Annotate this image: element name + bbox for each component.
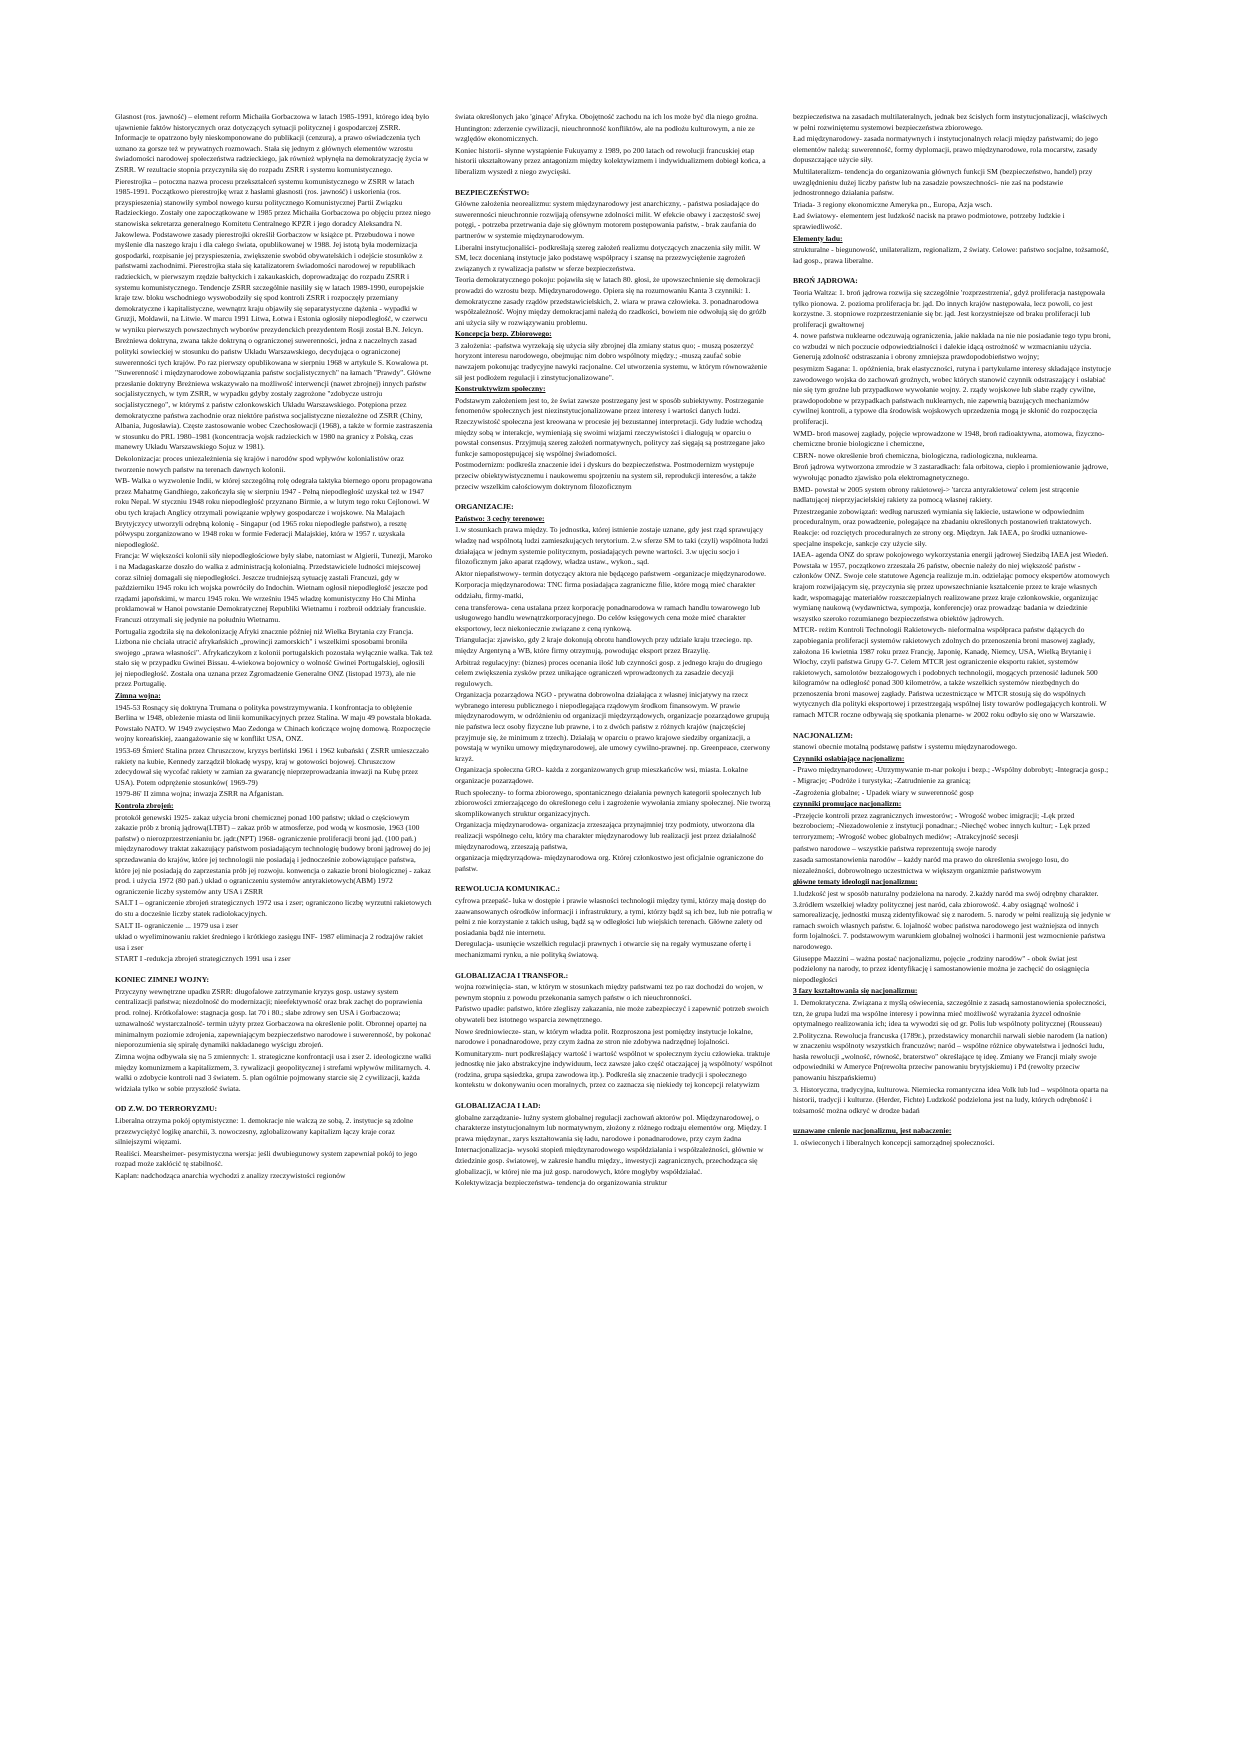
paragraph-realisci: Realiści. Mearsheimer- pesymistyczna wersja: jeśli dwubiegunowy system zapewniał pokój to jego rozpad może zakłócić tę stabilność.: [115, 1148, 418, 1169]
paragraph-wojna-rozwiniecia: wojna rozwinięcia- stan, w którym w stosunkach między państwami tez po raz dochodzi do wojen, w pewnym stopniu z powodu przekonania samych państw o ich nieuchronności.: [455, 982, 764, 1002]
paragraph-cyfrowa-przepasc: cyfrowa przepaść- luka w dostępie i prawie własności technologii między tymi, którzy mają dostęp do zaawansowanych ośrodków informacji i infrastruktury, a tymi, którzy bądź są ich bez, lub nie potrafią w pełni z nie korzystanie z takich usług, bądź są w odległości lub wiejskich terenach. Główne zalety od posiadania bądź nie internetu.: [455, 895, 773, 937]
heading-globalizacja-lad: GLOBALIZACJA I ŁAD:: [455, 1101, 541, 1111]
paragraph-cbrn: CBRN- nowe określenie broń chemiczna, biologiczna, radiologiczna, nuklearna.: [793, 450, 1038, 460]
paragraph-samostanowienie: zasada samostanowienia narodów – każdy naród ma prawo do określenia swojego losu, do niezależności, dobrowolnego uczestnictwa w większym organizmie państwowym: [793, 855, 1069, 875]
paragraph-org-miedzyrzadowa: organizacja międzyrządowa- międzynarodowa org. Której członkostwo jest oficjalnie ograniczone do państw.: [455, 853, 764, 873]
paragraph-gro: Organizacja społeczna GRO- każda z zorganizowanych grup mieszkańców wsi, miasta. Lokalne organizacje pozarządowe.: [455, 765, 748, 786]
paragraph-wmd: WMD- broń masowej zagłady, pojęcie wprowadzone w 1948, broń radioaktywna, atomowa, fizyczno-chemiczne bronie biologiczne i chemiczne,: [793, 428, 1105, 449]
paragraph-triada: Triada- 3 regiony ekonomiczne Ameryka pn., Europa, Azja wsch.: [793, 199, 993, 209]
paragraph-komunitaryzm: Komunitaryzm- nurt podkreślający wartość i wartość wspólnot w społecznym życiu człowieka. traktuje jednostkę nie jako abstrakcyjne indywiduum, lecz zawsze jako część otaczającej ją wspólnoty/ wspólnot (rodzina, grupa sąsiedzka, grupa zawodowa itp.). Podkreśla się znaczenie tradycji i społecznego kontekstu w dokonywaniu ocen moralnych, przez co zaznacza się niekiedy tej koncepcji relatywizm: [455, 1048, 773, 1090]
heading-glowne-tematy: główne tematy ideologii nacjonalizmu:: [793, 877, 918, 887]
paragraph-bezp-cont: bezpieczeństwa na zasadach multilateralnych, jednak bez ścisłych form instytucjonalizacji, właściwych w pełni rozwiniętemu systemowi bezpieczeństwa zbiorowego.: [793, 112, 1108, 132]
paragraph-elementy-ladu: strukturalne - biegunowość, unilateralizm, regionalizm, 2 światy. Celowe: państwo socjalne, tożsamość, ład gosp., prawa liberalne.: [793, 245, 1109, 265]
heading-nacjonalizm: NACJONALIZM:: [793, 730, 853, 740]
paragraph-faza-2: 2.Polityczna. Rewolucja francuska (1789r.), przedstawicy monarchii narwali siebie narodem (la nation) w znaczeniu wspólnoty wszystkich francuzów; naród – wspólne różnice obywatelstwa i jedności ludu, hasła rewolucji „wolność, równość, braterstwo" określające tę ideę. Zmiany we Francji miały swoje odpowiedniki w Ameryce Pn(rewolta przeciw panowaniu brytyjskiemu) i Pd (rewolty przeciw panowaniu hiszpańskiemu): [793, 1030, 1108, 1083]
paragraph-salt2: SALT II- ograniczenie ... 1979 usa i zser: [115, 920, 239, 930]
heading-bezp-zbiorowe: Koncepcja bezp. Zbiorowego:: [455, 329, 552, 339]
paragraph-start: START I -redukcja zbrojeń strategicznych 1991 usa i zser: [115, 954, 291, 964]
paragraph-arbitraz: Arbitraż regulacyjny: (biznes) proces ocenania ilość lub czynności gosp. z jednego kraju do drugiego celem zwiększenia zysków przez unikające ograniczeń wprowadzonych za zasadzie decyzji regulowych.: [455, 657, 763, 688]
paragraph-bmd: BMD- powstał w 2005 system obrony rakietowej-> 'tarcza antyrakietowa' celem jest strącenie nadlatującej nieprzyjacielskiej rakiety za pomocą własnej rakiety.: [793, 484, 1079, 505]
heading-fazy: 3 fazy kształtowania się nacjonalizmu:: [793, 986, 918, 996]
paragraph-konstruktywizm: Podstawym założeniem jest to, że świat zawsze postrzegany jest w sposób subiektywny. Postrzeganie fenomenów społecznych jest niezinstytucjonalizowane przez interesy i wartości danych ludzi. Rzeczywistość społeczna jest kreowana w procesie jej bezustannej interpretacji. Gdy ludzie wchodzą między sobą w interakcje, wymieniają się swoimi wizjami rzeczywistości i dialogują w oparciu o powstał consensus. Przyjmują szereg założeń normatywnych, politycy zaś sięgają są postrzegane jako funkcje samopostępującej się wspólnej świadomości.: [455, 395, 765, 458]
paragraph-triangulacja: Triangulacja: zjawisko, gdy 2 kraje dokonują obrotu handlowych przy udziale kraju trzeciego. np. między Argentyną a WB, które firmy otrzymują, powodując eksport przez Brazylię.: [455, 635, 753, 655]
paragraph-faza-3: 3. Historyczna, tradycyjna, kulturowa. Niemiecka romantyczna idea Volk lub lud – wspólnota oparta na historii, tradycji i kulturze. (Herder, Fichte) Ludzkość podzielona jest na ludy, których odrębność i tożsamość można odkryć w drodze badań: [793, 1084, 1108, 1115]
paragraph-kontrola-zbrojen: protokół genewski 1925- zakaz użycia broni chemicznej ponad 100 państw; układ o częściowym zakazie prób z bronią jądrową(LTBT) – zakaz prób w atmosferze, pod wodą w kosmosie, 1963 (100 państw) o nierozprzestrzenianiu br. jądr.(NPT) 1968- ograniczenie proliferacji broni jąd. (100 pań.) międzynarodowy traktat zakazujący państwom posiadającym technologię budowy broni jądrowej do jej sprzedawania do krajów, które jej technologii nie posiadają i jednocześnie zobowiązujące państwa, które jej nie posiadają do zaprzestania prób jej rozwoju. konwencja o zakazie broni biologicznej - zakaz prod. i użycia 1972 (80 pań.) układ o ograniczeniu systemów antyrakietowych(ABM) 1972 ograniczenie liczby systemów anty USA i ZSRR: [115, 812, 431, 896]
paragraph-nowe-sredniowiecze: Nowe średniowiecze- stan, w którym władza polit. Rozproszona jest pomiędzy instytucje lokalne, narodowe i ponadnarodowe, przy czym żadna ze stron nie zdobywa nadrzędnej lojalności.: [455, 1026, 753, 1047]
paragraph-czynniki-oslabiajace: - Prawo międzynarodowe; -Utrzymywanie m-nar pokoju i bezp.; -Wspólny dobrobyt; -Integracja gosp.; - Migracje; -Podróże i turystyka; -Zatrudnienie za granicą;: [793, 765, 1109, 786]
paragraph-francja: Francja: W większości kolonii siły niepodległościowe były słabe, natomiast w Algierii, Tunezji, Maroko i na Madagaskarze doszło do walka z administracją kolonialną. Przedstawiciele ludności miejscowej coraz silniej domagali się niepodległości. Jeszcze trudniejszą sytuację zastali Francuzi, gdy w październiku 1945 roku ich wojska powróciły do Indochin. Wietnam ogłosił niepodległość jeszcze pod rządami japońskimi, w marcu 1945 roku. We wrześniu 1945 władzę komunistyczny Ho Chi Minha proklamował w Hanoi powstanie Demokratycznej Republiki Wietnamu i rozbroił oddziały francuskie. Francuzi otrzymali się jedynie na południu Wietnamu.: [115, 551, 433, 624]
paragraph-nacjonalizm-intro: stanowi obecnie motalną podstawę państw i systemu międzynarodowego.: [793, 742, 1017, 752]
paragraph-pierestrojka: Pierestrojka – potoczna nazwa procesu przekształceń systemu komunistycznego w ZSRR w latach 1985-1991. Początkowo pierestrojkę wraz z hasłami głasnosti (ros. jawność) i uskorienia (ros. przyspieszenia) stanowiły symbol nowego kursu politycznego Komunistycznej Partii Związku Radzieckiego. Zostały one zapoczątkowane w 1985 przez Michaiła Gorbaczowa po objęciu przez niego stanowiska sekretarza generalnego Komitetu Centralnego KPZR i jego doradcy Aleksandra N. Jakowlewa. Podstawowe zasady pierestrojki określił Gorbaczow w książce pt. Przebudowa i nowe myślenie dla naszego kraju i dla całego świata, opublikowanej w 1988. Jej istotą była modernizacja gospodarki, rozpisanie jej przyspieszenia, zwiększenie swobód obywatelskich i odejście stosunków z państwami zachodnimi. Pierestrojka stała się katalizatorem świadomości narodowej w republikach radzieckich, w pierwszym rzędzie bałtyckich i zakaukaskich, doprowadzając do rozpadu ZSRR i systemu komunistycznego. Tendencje ZSRR szczególnie nasiliły się w latach 1989-1990, europejskie kraje tzw. bloku wschodniego wyswobodziły się spod kontroli ZSRR i rozpoczęły przemiany demokratyczne i kapitalistyczne, wewnątrz kraju objawiły się separatystyczne dążenia - wypadki w Gruzji, Mołdawii, na Litwie. W marcu 1991 Litwa, Łotwa i Estonia ogłosiły niepodległość, w czerwcu w wyniku pierwszych powszechnych wyborów prezydenckich prezydentem Rosji został B.N. Jelcyn.: [115, 176, 431, 334]
heading-uznawane: uznawane cnienie nacjonalizmu, jest nabaczenie:: [793, 1126, 952, 1136]
heading-panstwo: Państwo: 3 cechy terenowe:: [455, 513, 545, 523]
column-left: [115, 112, 433, 1702]
paragraph-przestrzeganie: Przestrzeganie zobowiązań: według naruszeń wymiania się lakiecie, ustawione w odpowiednim proceduralnym, oraz powadzenie, polegające na zbadaniu określonych postanowień traktatowych. Reakcje: od rozciętych proceduralnych ze strony org. Międzyn. Jak IAEA, po środki uznaniowe- specjalne inspekcje, sankcje czy użycie siły.: [793, 506, 1092, 548]
heading-czynniki-oslabiajace: Czynniki osłabiające nacjonalizm:: [793, 753, 905, 763]
paragraph-internacjonalizacja: Internacjonalizacja- wysoki stopień międzynarodowego współdziałania i współzależności, głównie w dziedzinie gosp. światowej, w zakresie handlu między., inwestycji zagranicznych, przechodząca się globalizacji, w której nie ma już gosp. narodowych, które mogłyby współdziałać.: [455, 1145, 764, 1176]
paragraph-dekolonizacja: Dekolonizacja: proces uniezależnienia się krajów i narodów spod wpływów kolonialistów oraz tworzenie nowych państw na terenach dawnych kolonii.: [115, 454, 404, 474]
document-page: [115, 112, 1125, 1702]
heading-koniec-zimnej-wojny: KONIEC ZIMNEJ WOJNY:: [115, 974, 210, 984]
heading-elementy-ladu: Elementy ładu:: [793, 233, 843, 243]
paragraph-czynniki-oslabiajace-2: -Zagrożenia globalne; - Upadek wiary w suwerenność gosp: [793, 787, 974, 797]
paragraph-korporacja: Korporacja międzynarodowa: TNC firma posiadająca zagraniczne filie, które mogą mieć charakter oddziału, firmy-matki,: [455, 580, 756, 600]
heading-czynniki-promujace: czynniki promujące nacjonalizm:: [793, 799, 902, 809]
paragraph-aktor: Aktor niepaństwowy- termin dotyczący aktora nie będącego państwem -organizacje międzynarodowe.: [455, 568, 767, 578]
heading-kontrola-zbrojen: Kontrola zbrojeń:: [115, 801, 174, 810]
paragraph-mtcr: MTCR- reżim Kontroli Technologii Rakietowych- nieformalna współpraca państw dążących do zapobiegania proliferacji systemów rakietowych zdolnych do przenoszenia broni masowej zagłady, założona 16 kwietnia 1987 roku przez Francję, Japonię, Kanadę, Niemcy, USA, Wielką Brytanię i Włochy, czyli państwa Grupy G-7. Celem MTCR jest ograniczenie eksportu rakiet, systemów rakietowych, samolotów bezzałogowych i podobnych technologii, mogących przenosić ładunek 500 kilogramów na odległość ponad 300 kilometrów, a także wszelkich systemów niezbędnych do przenoszenia broni masowej zagłady. Państwa uczestniczące w MTCR stosują się do wspólnych wytycznych dla polityki eksportowej i przestrzegają wspólnej listy towarów podlegających kontroli. W ramach MTCR roczne odbywają się spotkania plenarne- w 2002 roku odbyło się ono w Warszawie.: [793, 625, 1107, 720]
heading-zimna-wojna: Zimna wojna:: [115, 691, 161, 701]
paragraph-cena-transferowa: cena transferowa- cena ustalana przez korporację ponadnarodowa w ramach handlu towarowego lub usługowego handlu wewnątrzkorporacyjnego. Do celów księgowych cena może mieć charakter eksportowy, lecz niekoniecznie związane z ceną rynkową.: [455, 602, 761, 633]
paragraph-huntington: Huntington: zderzenie cywilizacji, nieuchronność konfliktów, ale na podłożu kulturowym, a nie ze względów ekonomicznych.: [455, 123, 755, 144]
paragraph-kolektywizacja: Kolektywizacja bezpieczeństwa- tendencja do organizowania struktur: [455, 1178, 668, 1188]
heading-globalizacja: GLOBALIZACJA I TRANSFOR.:: [455, 970, 569, 980]
paragraph-deregulacja: Deregulacja- usunięcie wszelkich regulacji prawnych i otwarcie się na regały wymuszane ofertę i mechanizmami rynku, a nie polityką światową.: [455, 939, 752, 959]
paragraph-zalozenia: 3 założenia: -państwa wyrzekają się użycia siły zbrojnej dla zmiany status quo; - muszą poszerzyć horyzont interesu narodowego, obejmując nim dobro wspólnoty między.; -muszą zaufać sobie nawzajem pokonując tradycyjne nawyki racjonalne. Cel utworzenia systemu, w którym równoważenie sił jest podłożem regulacji i zinstytucjonalizowane".: [455, 340, 768, 382]
paragraph-kryzysy: 1953-69 Śmierć Stalina przez Chruszczow, kryzys berliński 1961 i 1962 kubański ( ZSRR umieszczało rakiety na kubie, Kennedy zarządził blokadę wyspy, kraj w gotowości bojowej. Chruszczow zdecydował się wycofać rakiety w zamian za gwarancję nieprzeprowadzania inwazji na Kubę przez USA). Potem odprężenie stosunków( 1969-79): [115, 746, 429, 787]
paragraph-panstwo-cechy: 1.w stosunkach prawa między. To jednostka, której istnienie zostaje uznane, gdy jest rząd sprawujący władzę nad wspólnotą ludzi zamieszkujących terytorium. 2.w sferze SM to taki (czyli) wspólnota ludzi działająca w jednym systemie politycznym, posiadających pewne wartości. 3.w ujęciu socjo i filozoficznym jako aparat rządowy, władza ustaw., wykon., sąd.: [455, 525, 769, 567]
heading-rewolucja: REWOLUCJA KOMUNIKAC.:: [455, 884, 561, 894]
paragraph-sagan: pesymizm Sagana: 1. opóźnienia, brak elastyczności, rutyna i partykularne interesy składające instytucje zawodowego wojska do zachowań groźnych, wobec których stanowić czynnik odstraszający i osłabiać nie się tym groźne lub przypadkowe wywołanie wojny. 2. rządy wojskowe lub słabe rządy cywilne, prawdopodobne w przypadkach państwach nuklearnych, nie zapewnią bazujących mechanizmów cywilnej kontroli, a typowe dla środowisk wojskowych uprzedzenia mogą je skłonić do rozpoczęcia proliferacji.: [793, 364, 1111, 427]
paragraph-kaplan-cont: świata określonych jako 'ginące' Afryka. Obojętność zachodu na ich los może być dla niego groźna.: [455, 112, 759, 121]
column-middle: [455, 112, 773, 1702]
paragraph-glasnost: Glasnost (ros. jawność) – element reform Michaiła Gorbaczowa w latach 1985-1991, którego ideą było ujawnienie faktów historycznych oraz dotyczących sytuacji politycznej i gospodarczej ZSRR. Informacje te opatrzono były nieskomponowane do publikacji (cenzura), a prawo oświadczenia tych uznano za gorsze też w prywatnych rozmowach. Stała się jednym z głównych elementów wzrostu świadomości narodowej społeczeństwa radzieckiego, jak również wpłynęła na demokratyzację życia w ZSRR. W rezultacie stopnia przyczyniła się do rozpadu ZSRR i systemu komunistycznego.: [115, 112, 429, 174]
paragraph-ngo: Organizacja pozarządowa NGO - prywatna dobrowolna działająca z własnej inicjatywy na rzecz wybranego interesu publicznego i niepodlegająca rządowym środkom finansowym. W prawie międzynarodowym, w odróżnieniu od organizacji międzyrządowych, organizacje pozarządowe grupują nie państwa lecz osoby fizyczne lub prawne, i to z dwóch państw z różnych krajów (najczęściej przyjmuje się, że minimum z trzech). Działają w oparciu o prawo krajowe siedziby organizacji, a powstają w wyniku umowy międzynarodowej, ale umowy cywilno-prawnej. np. Greenpeace, czerwony krzyż.: [455, 690, 771, 763]
paragraph-faza-1: 1. Demokratyczna. Związana z myślą oświecenia, szczególnie z zasadą samostanowienia społeczności, tzn, że grupa ludzi ma wspólne interesy i powinna mieć możliwość wyrażania żyzcel odnośnie optymalnego realizowania ich; idea ta wywodzi się od gr. Polis lub wspólnoty politycznej (Rousseau): [793, 997, 1107, 1029]
heading-bezpieczenstwo: BEZPIECZEŃSTWO:: [455, 187, 530, 197]
paragraph-zimna-wojna: 1945-53 Rosnący się doktryna Trumana o polityka powstrzymywania. I konfrontacja to oblężenie Berlina w 1948, obleżenie miasta od linii komunikacyjnych przez Stalina. W maju 49 powstała blokada. Powstało NATO. W 1949 zwycięstwo Mao Zedonga w Chinach kończące wojnę domową. Rozpoczęcie wojny koreańskiej, zaangażowanie się w konflikt USA, ONZ.: [115, 702, 432, 744]
paragraph-lad-miedzynarodowy: Ład międzynarodowy- zasada normatywnych i instytucjonalnych relacji między państwami; do jego elementów należą: suwerenność, formy dyplomacji, prawo międzynarodowe, rola mocarstw, zasady dopuszczające użycie siły.: [793, 134, 1098, 165]
paragraph-multilateralizm: Multilateralizm- tendencja do organizowania głównych funkcji SM (bezpieczeństwo, handel) przy uwzględnieniu dużej liczby państw lub na zasadzie powszechności- nie zaś na podstawie jednostronnego działania państw.: [793, 166, 1093, 198]
paragraph-czynniki-promujace: -Przejęcie kontroli przez zagranicznych inwestorów; - Wrogość wobec imigracji; -Lęk przed bezrobociem; -Niezadowolenie z instytucji ponadnar.; -Niechęć wobec innych kultur; - Lęk przed terroryzmem; -Wrogość wobec globalnych mediów; -Atrakcyjność secesji: [793, 810, 1090, 841]
paragraph-iaea: IAEA- agenda ONZ do spraw pokojowego wykorzystania energii jądrowej Siedzibą IAEA jest Wiedeń. Powstała w 1957, początkowo zrzeszała 26 państw, obecnie należy do niej większość państw - członków ONZ. Swoje cele statutowe Agencja realizuje m.in. odzielając pomocy ekspertów atomowych krajom rozwijającym się, przyczynia się przez upowszechnianie kształcenie przez te kraje własnych kadr, wspomagając materiałów rozszczepialnych realizowane przez kraje członkowskie, organizując wymianę naukową (wydawnictwa, sympozja, konferencje) oraz prowadząc badania w dziedzinie wszystko szeroko rozumianego bezpieczeństwa obiektów jądrowych.: [793, 550, 1110, 623]
paragraph-postmodernizm: Postmodernizm: podkreśla znaczenie idei i dyskurs do bezpieczeństwa. Postmodernizm występuje przeciw obiektywistycznemu i naukowemu spojrzeniu na system sił, reprodukcji interesów, a także przeciw wszelkim całościowym doktrynom filozoficznym: [455, 460, 757, 491]
heading-terroryzm: OD Z.W. DO TERRORYZMU:: [115, 1104, 218, 1114]
paragraph-przyczyny: Przyczyny wewnętrzne upadku ZSRR: długofalowe zatrzymanie kryzys gosp. ustawy system centralizacji państwa; niezdolność do modernizacji; nieefektywność oraz brak zachęt do poprawienia prod. rolnej. Krótkofalowe: stagnacja gosp. lat 70 i 80.; słabe zdrowy sen USA i Gorbaczowa;: [115, 986, 423, 1017]
paragraph-globalne-zarzadzanie: globalne zarządzanie- luźny system globalnej regulacji zachowań aktorów pol. Międzynarodowej, o charakterze instytucjonalnym lub normatywnym, złożony z różnego rodzaju elementów org. Między. I prawa międzynar., zarys kształtowania się ładu, narodowe i ponadnarodowe, przy czym żadna: [455, 1112, 767, 1143]
paragraph-kaplan: Kaplan: nadchodząca anarchia wychodzi z analizy rzeczywistości regionów: [115, 1171, 346, 1180]
paragraph-neorealizm: Główne założenia neorealizmu: system międzynarodowy jest anarchiczny, - państwa posiadające do suwerenności nieuchronnie rozwijają ofensywne zdolności milit. W efekcie obawy i zaczęstość swej potęgi, - potrzeba przetrwania daje się głównym motorem postępowania państw, - brak zaufania do partnerów w systemie międzynarodowym.: [455, 199, 761, 240]
paragraph-wystarczalnosc: uznawalność wystarczalność- termin użyty przez Gorbaczowa na określenie polit. Obronnej opartej na minimalnym poziomie zdrojenia, zapewniającym bezpieczeństwo narodowe i suwerenność, by pokonać nieporozumienia się spiralę dynamiki nakładanego wyścigu zbrojeń.: [115, 1019, 432, 1050]
paragraph-panstwo-narodowe: państwo narodowe – wszystkie państwa reprezentują swoje narody: [793, 843, 997, 853]
paragraph-zimna-wojna-zmienne: Zimna wojna odbywała się na 5 zmiennych: 1. strategiczne konfrontacji usa i zser 2. ideologiczne walki między komunizmem a kapitalizmem, 3. rywalizacji geopolitycznej i strefami wpływów militarnych. 4. walki o zdobycie kontroli nad 3 światem. 5. plan ogólnie pojmowany starcie się 2 cywilizacji, każda widziała tylko w sobie przyszłość świata.: [115, 1052, 432, 1093]
paragraph-afganistan: 1979-86' II zimna wojna; inwazja ZSRR na Afganistan.: [115, 789, 284, 799]
paragraph-wielka-brytania: WB- Walka o wyzwolenie Indii, w której szczególną rolę odegrała taktyka biernego oporu propagowana przez Mahatmę Gandhiego, zakończyła się w sierpniu 1947 - Pełną niepodległość uzyskał też w 1947 roku Nepal. W styczniu 1948 roku niepodległość przyznano Birmie, a w lutym tego roku Cejlonowi. W obu tych krajach Anglicy otrzymali powiązanie wpływy gospodarcze i wojskowe. Na Malajach Brytyjczycy utworzyli odrębną kolonię - Singapur (od 1965 roku niepodległe państwo), a resztę półwyspu zorganizowano w 1948 roku w formie Federacji Malajskiej, która w 1957 r. uzyskała niepodległość.: [115, 476, 433, 549]
paragraph-bron-skutki: Broń jądrowa wytworzona zmrodzie w 3 zastaradkach: fala orbitowa, ciepło i promieniowanie jądrowe, wywołując ponadto zjawisko pola elektromagnetycznego.: [793, 462, 1109, 482]
paragraph-liberalna: Liberalna otrzyma pokój optymistyczne: 1. demokracje nie walczą ze sobą, 2. instytucje są zdolne przezwyciężyć logikę anarchii, 3. nowoczesny, zglobalizowany kapitalizm łączy kraje coraz silniejszymi więzami.: [115, 1116, 414, 1147]
heading-konstruktywizm: Konstruktywizm społeczny:: [455, 384, 546, 394]
paragraph-portugalia: Portugalia zgodziła się na dekolonizację Afryki znacznie później niż Wielka Brytania czy Francja. Lizbona nie chciała utracić afrykańskich „prowincji zamorskich" i wszelkimi sposobami broniła swojego „prawa własności". Afrykańczykom z kolonii portugalskich pozostała wyłącznie walka. Tak też stało się w przypadku Gwinei Bissau. 4-wiekowa bojownicy o wolność Gwinei Portugalskiej, ogłosili jej niepodległość. Została ona uznana przez Zgromadzenie Generalne ONZ (listopad 1973), ale nie przez Portugalię.: [115, 626, 433, 689]
paragraph-org-miedzynarodowa: Organizacja międzynarodowa- organizacja zrzeszająca przynajmniej trzy podmioty, utworzona dla realizacji wspólnego celu, który ma charakter międzynarodowy lub realizacji jest przez działalność międzynarodową, zrzeszają państwa,: [455, 820, 757, 851]
paragraph-salt1: SALT I – ograniczenie zbrojeń strategicznych 1972 usa i zser; ograniczono liczbę wyrzutni rakietowych do stu a docześnie liczby statek radiolokacyjnych.: [115, 898, 432, 918]
paragraph-ruch-spoleczny: Ruch społeczny- to forma zbiorowego, spontanicznego działania pewnych kategorii społecznych lub zbiorowości zmierzającego do określonego celu i zagrożenie wywołania zmiany społecznej. Nie tworzą skomplikowanych struktur organizacyjnych.: [455, 787, 771, 818]
column-right: [793, 112, 1111, 1702]
paragraph-uznawane: 1. oświeconych i liberalnych koncepcji samorządnej społeczności.: [793, 1138, 995, 1148]
heading-organizacje: ORGANIZACJE:: [455, 502, 514, 512]
paragraph-koniec-historii: Koniec historii- słynne wystąpienie Fukuyamy z 1989, po 200 latach od rewolucji francuskiej etap historii ukształtowany przez antagonizm między kolektywizmem i indywidualizmem dobiegł końca, a liberalizm wyszedł z niego zwycięski.: [455, 145, 766, 176]
paragraph-teoria-pokoju: Teoria demokratycznego pokoju: pojawiła się w latach 80. głosi, że upowszechnienie się demokracji prowadzi do wzrostu bezp. Międzynarodowego. Opiera się na rozumowaniu Kanta 3 czynniki: 1. demokratyczne zasady rządów przedstawicielskich, 2. wiara w prawa człowieka. 3. ponadnarodowa współzależność. Wojny między demokracjami należą do rzadkości, bowiem nie odwołują się do gróźb ani użycia siły w rozwiązywaniu problemu.: [455, 275, 767, 327]
paragraph-teoria-waltza: Teoria Waltza: 1. broń jądrowa rozwija się szczególnie 'rozprzestrzenia', gdyż proliferacja następowała tylko pionowa. 2. pozioma proliferacja br. jąd. Do innych krajów następowała, lecz powoli, co jest korzystne. 3. stopniowe rozprzestrzenianie się br. jąd. Jest korzystniejsze od braku proliferacji lub proliferacji gwałtownej: [793, 287, 1106, 329]
paragraph-inf: układ o wyeliminowaniu rakiet średniego i krótkiego zasięgu INF- 1987 eliminacja 2 rodzajów rakiet usa i zser: [115, 932, 424, 952]
paragraph-glowne-tematy: 1.ludzkość jest w sposób naturalny podzielona na narody. 2.każdy naród ma swój odrębny charakter. 3.źródłem wszelkiej władzy politycznej jest naród, cała zbiorowość. 4.aby osiągnąć wolność i samorealizację, jednostki muszą zidentyfikować się z narodem. 5. narody w pełni realizują się jedynie w ramach swoich własnych państw. 6. lojalność wobec państwa narodowego jest ważniejsza od innych form lojalności. 7. podstawowym warunkiem globalnej wolności i harmonii jest wzmocnienie państwa narodowego.: [793, 888, 1111, 951]
paragraph-nowe-panstwa: 4. nowe państwa nuklearne odczuwają ograniczenia, jakie nakłada na nie nie posiadanie tego typu broni, co wzbudzi w nich poczucie odpowiedzialności i dalekie idącą ostrożność w wzmacnianiu użycia. Generują zdolność odstraszania i obrony zmniejsza prawdopodobieństwo wojny;: [793, 331, 1111, 362]
paragraph-doktryna-brezniewa: Breżniewa doktryna, zwana także doktryną o ograniczonej suwerenności, jedna z naczelnych zasad polityki sowieckiej w stosunku do państw Układu Warszawskiego, decydująca o ograniczonej suwerenności tych krajów. Po raz pierwszy opublikowana w sierpniu 1968 w artykule S. Kowalowa pt. "Suwerenność i międzynarodowe zobowiązania państw socjalistycznych" na łamach "Prawdy". Główne przesłanie doktryny Breżniewa wskazywało na możliwość interwencji (nawet zbrojnej) innych państw socjalistycznych, w tym ZSRR, w wypadku gdyby zostały zagrożone "zdobycze ustroju socjalistycznego", w którymś z państw członkowskich Układu Warszawskiego. Potępiona przez demokratyczne państwa zachodnie oraz niektóre państwa socjalistyczne niezależne od ZSRR (Chiny, Albania, Jugosławia). Częste zastosowanie wobec Czechosłowacji (1968), a także w formie zastraszenia w stosunku do PRL 1980–1981 (koncentracja wojsk radzieckich w 1980 na granicy z Polską, czas manewry Układu Warszawskiego Sojuz w 1981).: [115, 336, 433, 452]
heading-bron-jadrowa: BROŃ JĄDROWA:: [793, 276, 858, 286]
paragraph-mazzini: Giuseppe Mazzini – ważna postać nacjonalizmu, pojęcie „rodziny narodów" - obok świat jest podzielony na narody, to przez identyfikację i samostanowienie można je zachęcić do osiągnięcia niepodległości: [793, 953, 1090, 984]
paragraph-panstwo-upadle: Państwo upadłe: państwo, które zlegliszy zakazania, nie może zabezpieczyć i zapewnić potrzeb swoich obywateli bez istotnego wsparcia zewnętrznego.: [455, 1004, 769, 1024]
paragraph-lad-swiatowy: Ład światowy- elementem jest ludzkość nacisk na prawo podmiotowe, potrzeby ludzkie i sprawiedliwość.: [793, 211, 1065, 231]
paragraph-liberalni-instytucjonalisci: Liberalni instytucjonaliści- podkreślają szereg założeń realizmu dotyczących znaczenia siły milit. W SM, lecz docenianą instytucje jako podstawę współpracy i szansę na przezwyciężenie zagrożeń związanych z rywalizacja państw w sferze bezpieczeństwa.: [455, 242, 761, 273]
